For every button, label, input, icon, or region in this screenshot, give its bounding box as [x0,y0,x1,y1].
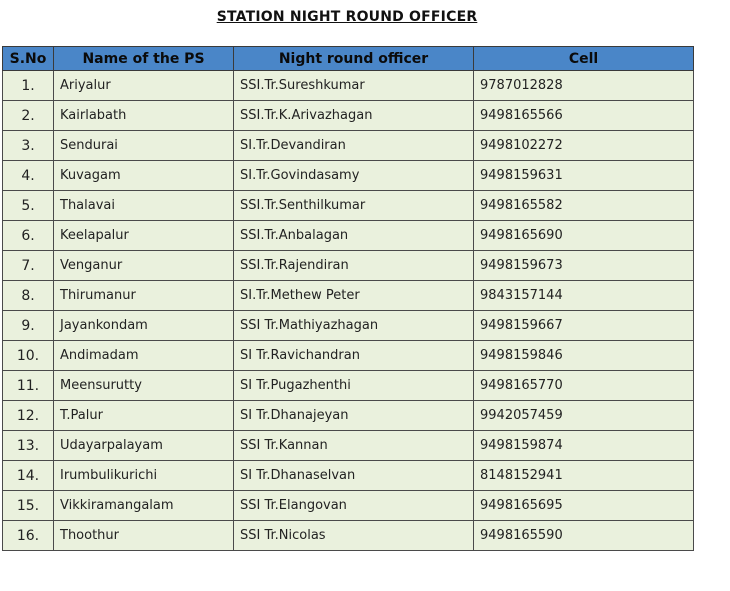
cell-sno: 4. [3,161,54,191]
cell-ps-name: Kuvagam [54,161,234,191]
cell-ps-name: Venganur [54,251,234,281]
cell-sno: 3. [3,131,54,161]
cell-officer: SI Tr.Dhanajeyan [234,401,474,431]
cell-sno: 2. [3,101,54,131]
table-row [3,311,694,341]
cell-officer: SSI Tr.Mathiyazhagan [234,311,474,341]
table-row [3,101,694,131]
cell-ps-name: Irumbulikurichi [54,461,234,491]
cell-officer: SSI.Tr.Rajendiran [234,251,474,281]
cell-phone: 9942057459 [474,401,694,431]
cell-phone: 9498165590 [474,521,694,551]
table-row [3,431,694,461]
cell-officer: SI Tr.Ravichandran [234,341,474,371]
cell-officer: SSI Tr.Elangovan [234,491,474,521]
cell-ps-name: T.Palur [54,401,234,431]
cell-officer: SSI.Tr.Senthilkumar [234,191,474,221]
cell-sno: 14. [3,461,54,491]
cell-ps-name: Kairlabath [54,101,234,131]
cell-phone: 9498165566 [474,101,694,131]
cell-sno: 9. [3,311,54,341]
cell-ps-name: Meensurutty [54,371,234,401]
cropped-footer-line [140,583,560,591]
cell-ps-name: Udayarpalayam [54,431,234,461]
cell-sno: 16. [3,521,54,551]
table-header-row [3,47,694,71]
night-round-officer-table [2,46,694,551]
cell-phone: 9498159673 [474,251,694,281]
cell-officer: SSI.Tr.Sureshkumar [234,71,474,101]
cell-ps-name: Thirumanur [54,281,234,311]
cell-sno: 1. [3,71,54,101]
cell-ps-name: Thalavai [54,191,234,221]
table-row [3,281,694,311]
cell-ps-name: Andimadam [54,341,234,371]
cell-officer: SSI.Tr.K.Arivazhagan [234,101,474,131]
header-sno: S.No [3,47,54,71]
cell-phone: 9498159846 [474,341,694,371]
cell-officer: SI.Tr.Govindasamy [234,161,474,191]
cell-sno: 5. [3,191,54,221]
cell-sno: 12. [3,401,54,431]
table-row [3,161,694,191]
page-title: STATION NIGHT ROUND OFFICER [216,9,478,25]
cell-phone: 9498165582 [474,191,694,221]
cell-phone: 9843157144 [474,281,694,311]
cell-phone: 9498165690 [474,221,694,251]
table-row [3,221,694,251]
table-row [3,371,694,401]
cell-officer: SSI Tr.Nicolas [234,521,474,551]
cell-sno: 6. [3,221,54,251]
cell-ps-name: Vikkiramangalam [54,491,234,521]
header-cell: Cell [474,47,694,71]
header-ps-name: Name of the PS [54,47,234,71]
cell-sno: 11. [3,371,54,401]
cell-ps-name: Sendurai [54,131,234,161]
cell-officer: SI Tr.Dhanaselvan [234,461,474,491]
cell-officer: SI Tr.Pugazhenthi [234,371,474,401]
cell-officer: SSI.Tr.Anbalagan [234,221,474,251]
cell-ps-name: Ariyalur [54,71,234,101]
table-row [3,401,694,431]
cell-phone: 9498165770 [474,371,694,401]
cell-phone: 8148152941 [474,461,694,491]
table-row [3,491,694,521]
table-row [3,341,694,371]
header-officer: Night round officer [234,47,474,71]
cell-phone: 9787012828 [474,71,694,101]
cell-sno: 10. [3,341,54,371]
cell-sno: 7. [3,251,54,281]
cell-officer: SI.Tr.Devandiran [234,131,474,161]
cell-phone: 9498102272 [474,131,694,161]
cell-phone: 9498159874 [474,431,694,461]
cell-officer: SSI Tr.Kannan [234,431,474,461]
cell-phone: 9498159667 [474,311,694,341]
table-row [3,461,694,491]
cell-ps-name: Thoothur [54,521,234,551]
cell-phone: 9498159631 [474,161,694,191]
cell-sno: 13. [3,431,54,461]
table-row [3,71,694,101]
table-row [3,131,694,161]
table-row [3,191,694,221]
cell-officer: SI.Tr.Methew Peter [234,281,474,311]
table-row [3,521,694,551]
table-body [3,71,694,551]
cell-ps-name: Jayankondam [54,311,234,341]
table-row [3,251,694,281]
cell-sno: 8. [3,281,54,311]
cell-ps-name: Keelapalur [54,221,234,251]
cell-phone: 9498165695 [474,491,694,521]
cell-sno: 15. [3,491,54,521]
